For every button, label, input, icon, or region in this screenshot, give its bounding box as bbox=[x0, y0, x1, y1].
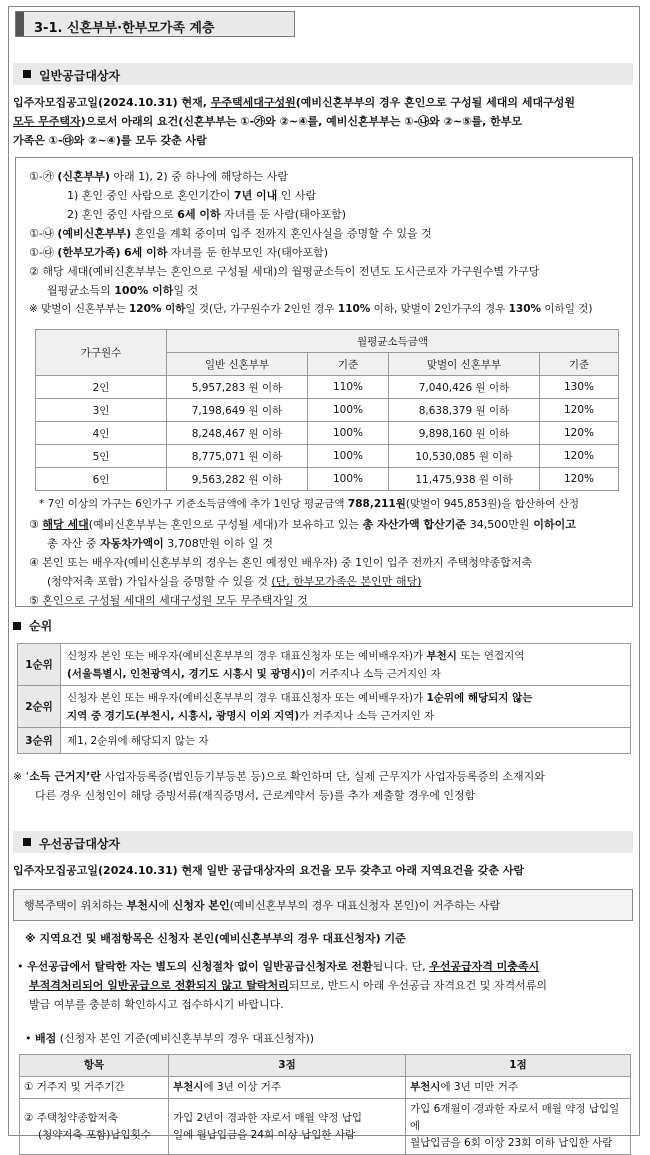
condition-single-parent: ①-㉰ (한부모가족) 6세 이하 자녀를 둔 한부모인 자(태아포함) bbox=[29, 246, 329, 259]
condition-income-2: 월평균소득의 100% 이하일 것 bbox=[47, 284, 199, 297]
header-item: 항목 bbox=[20, 1055, 169, 1077]
table-row: 1순위 신청자 본인 또는 배우자(예비신혼부부의 경우 대표신청자 또는 예비배우자)가 부천시 또는 연접지역 (서울특별시, 인천광역시, 경기도 시흥시 및 광명시)이 거주지나 소득 근거지인 자 bbox=[18, 644, 631, 686]
table-row: 2인 5,957,283 원 이하 110% 7,040,426 원 이하 130% bbox=[36, 376, 619, 399]
header-general: 일반 신혼부부 bbox=[167, 353, 308, 376]
square-bullet-icon bbox=[23, 838, 31, 846]
condition-no-house: ⑤ 혼인으로 구성될 세대의 세대구성원 모두 무주택자일 것 bbox=[29, 594, 308, 607]
header-members: 가구원수 bbox=[36, 330, 167, 376]
rank-table bbox=[17, 643, 631, 754]
condition-savings: ④ 본인 또는 배우자(예비신혼부부의 경우는 혼인 예정인 배우자) 중 1인이 입주 전까지 주택청약종합저축 bbox=[29, 556, 533, 569]
document-page bbox=[8, 6, 640, 1149]
section-title: 3-1. 신혼부부·한부모가족 계층 bbox=[34, 21, 215, 36]
header-standard: 기준 bbox=[308, 353, 389, 376]
large-household-note: * 7인 이상의 가구는 6인가구 기준소득금액에 추가 1인당 평균금액 788,211원(맞벌이 945,853원)을 합산하여 산정 bbox=[39, 498, 580, 510]
priority-notice: • 우선공급에서 탈락한 자는 별도의 신청절차 없이 일반공급신청자로 전환됩니다. 단, 우선공급자격 미충족시 부적격처리되어 일반공급으로 전환되지 않고 탈락처리되므로, 반드시 아래 우선공급 자격요건 및 자격서류의 발급 여부를 충분히 확인하시고 접수하시기 바랍니다. bbox=[17, 960, 547, 1011]
table-row: 3순위 제1, 2순위에 해당되지 않는 자 bbox=[18, 728, 631, 754]
priority-region-box: 행복주택이 위치하는 부천시에 신청자 본인(예비신혼부부의 경우 대표신청자 본인)이 거주하는 사람 bbox=[13, 889, 633, 921]
square-bullet-icon bbox=[13, 622, 21, 630]
table-row: 6인 9,563,282 원 이하 100% 11,475,938 원 이하 120% bbox=[36, 468, 619, 491]
condition-savings-2: (청약저축 포함) 가입사실을 증명할 수 있을 것 (단, 한부모가족은 본인만 해당) bbox=[47, 575, 422, 588]
dual-income-note: ※ 맞벌이 신혼부부는 120% 이하일 것(단, 가구원수가 2인인 경우 110% 이하, 맞벌이 2인가구의 경우 130% 이하일 것) bbox=[29, 303, 593, 315]
priority-intro: 입주자모집공고일(2024.10.31) 현재 일반 공급대상자의 요건을 모두 갖추고 아래 지역요건을 갖춘 사람 bbox=[13, 864, 525, 877]
table-row: 4인 8,248,467 원 이하 100% 9,898,160 원 이하 120% bbox=[36, 422, 619, 445]
header-1pt: 1점 bbox=[406, 1055, 631, 1077]
rank-heading: 순위 bbox=[13, 617, 52, 636]
section-title-box bbox=[15, 11, 295, 37]
header-dual: 맞벌이 신혼부부 bbox=[389, 353, 540, 376]
income-basis-note: ※ ‘소득 근거지’란 사업자등록증(법인등기부등본 등)으로 확인하며 단, 실제 근무지가 사업자등록증의 소재지와 다른 경우 신청인이 해당 증빙서류(재직증명서, 근로계약서 등)를 추가 제출할 경우에 인정함 bbox=[13, 770, 545, 802]
condition-assets: ③ 해당 세대(예비신혼부부는 혼인으로 구성될 세대)가 보유하고 있는 총 자산가액 합산기준 34,500만원 이하이고 bbox=[29, 518, 576, 531]
table-row: ② 주택청약종합저축 (청약저축 포함)납입횟수 가입 2년이 경과한 자로서 매월 약정 납입 일에 월납입금을 24회 이상 납입한 사람 가입 6개월이 경과한 자로서 매월 약정 납입일에 월납입금을 6회 이상 23회 이하 납입한 사람 bbox=[20, 1099, 631, 1155]
condition-newlywed-1: 1) 혼인 중인 사람으로 혼인기간이 7년 이내 인 사람 bbox=[67, 189, 317, 202]
condition-newlywed-2: 2) 혼인 중인 사람으로 6세 이하 자녀를 둔 사람(태아포함) bbox=[67, 208, 347, 221]
general-intro: 입주자모집공고일(2024.10.31) 현재, 무주택세대구성원(예비신혼부부의 경우 혼인으로 구성될 세대의 세대구성원 모두 무주택자)으로서 아래의 요건(신혼부부는 ①-㉮와 ②~④를, 예비신혼부부는 ①-㉯와 ②~⑤를, 한부모 가족은 ①-㉰와 ②~④)를 모두 갖춘 사람 bbox=[13, 96, 575, 147]
points-heading: • 배점 (신청자 본인 기준(예비신혼부부의 경우 대표신청자)) bbox=[25, 1032, 315, 1045]
general-supply-heading: 일반공급대상자 bbox=[13, 63, 633, 85]
condition-prenewlywed: ①-㉯ (예비신혼부부) 혼인을 계획 중이며 입주 전까지 혼인사실을 증명할 수 있을 것 bbox=[29, 227, 432, 240]
title-accent-bar bbox=[16, 12, 24, 36]
table-row: 5인 8,775,071 원 이하 100% 10,530,085 원 이하 120% bbox=[36, 445, 619, 468]
income-table bbox=[35, 329, 619, 491]
square-bullet-icon bbox=[23, 70, 31, 78]
priority-criteria-note: ※ 지역요건 및 배점항목은 신청자 본인(예비신혼부부의 경우 대표신청자) 기준 bbox=[25, 932, 406, 945]
conditions-list-2 bbox=[29, 515, 629, 610]
header-standard-2: 기준 bbox=[540, 353, 619, 376]
table-row: 3인 7,198,649 원 이하 100% 8,638,379 원 이하 120% bbox=[36, 399, 619, 422]
table-row: 2순위 신청자 본인 또는 배우자(예비신혼부부의 경우 대표신청자 또는 예비배우자)가 1순위에 해당되지 않는 지역 중 경기도(부천시, 시흥시, 광명시 이외 지역)가 거주지나 소득 근거지인 자 bbox=[18, 686, 631, 728]
conditions-list bbox=[29, 167, 629, 319]
table-row: ① 거주지 및 거주기간 부천시에 3년 이상 거주 부천시에 3년 미만 거주 bbox=[20, 1077, 631, 1099]
header-3pt: 3점 bbox=[169, 1055, 406, 1077]
condition-newlywed: ①-㉮ (신혼부부) 아래 1), 2) 중 하나에 해당하는 사람 bbox=[29, 170, 288, 183]
header-income: 월평균소득금액 bbox=[167, 330, 619, 353]
priority-supply-heading: 우선공급대상자 bbox=[13, 831, 633, 853]
condition-income: ② 해당 세대(예비신혼부부는 혼인으로 구성될 세대)의 월평균소득이 전년도 도시근로자 가구원수별 가구당 bbox=[29, 265, 540, 278]
points-table bbox=[19, 1054, 631, 1155]
condition-assets-2: 총 자산 중 자동차가액이 3,708만원 이하 일 것 bbox=[47, 537, 273, 550]
